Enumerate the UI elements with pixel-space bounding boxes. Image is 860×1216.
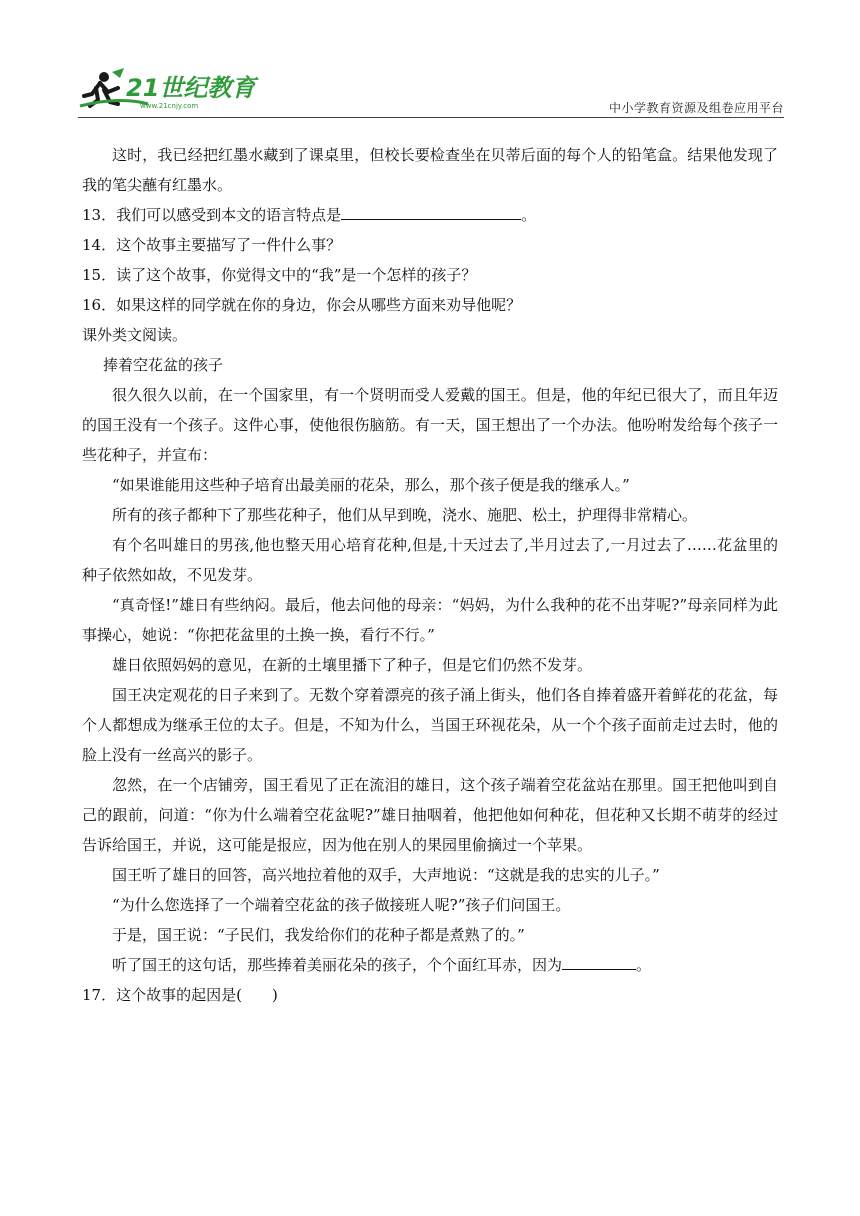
story-paragraph: “如果谁能用这些种子培育出最美丽的花朵，那么，那个孩子便是我的继承人。” <box>112 476 630 494</box>
story-paragraph: 国王听了雄日的回答，高兴地拉着他的双手，大声地说：“这就是我的忠实的儿子。” <box>112 866 660 884</box>
story-paragraph: 国王决定观花的日子来到了。无数个穿着漂亮的孩子涌上街头，他们各自捧着盛开着鲜花的花盆，每个人都想成为继承王位的太子。但是，不知为什么，当国王环视花朵，从一个个孩子面前走过去时，他的脸上没有一丝高兴的影子。 <box>82 686 778 764</box>
question-13 <box>82 200 778 230</box>
section-label: 课外类文阅读。 <box>82 326 188 344</box>
question-14: 14．这个故事主要描写了一件什么事？ <box>82 236 342 254</box>
story-text-suffix: 。 <box>636 956 652 974</box>
question-17: 17．这个故事的起因是( ) <box>82 986 278 1004</box>
story-paragraph: 有个名叫雄日的男孩,他也整天用心培育花种,但是,十天过去了,半月过去了,一月过去了……花盆里的种子依然如故，不见发芽。 <box>82 536 778 584</box>
story-paragraph-with-blank <box>82 950 778 980</box>
question-13-suffix: 。 <box>521 206 537 224</box>
question-13-text: 13．我们可以感受到本文的语言特点是 <box>82 206 342 224</box>
answer-blank[interactable] <box>341 201 521 220</box>
answer-blank[interactable] <box>562 951 636 970</box>
story-paragraph: “为什么您选择了一个端着空花盆的孩子做接班人呢?”孩子们问国王。 <box>112 896 571 914</box>
story-title: 捧着空花盆的孩子 <box>103 356 224 374</box>
site-tagline: 中小学教育资源及组卷应用平台 <box>608 101 784 115</box>
story-paragraph: 于是，国王说：“子民们，我发给你们的花种子都是煮熟了的。” <box>112 926 525 944</box>
story-paragraph: 忽然，在一个店铺旁，国王看见了正在流泪的雄日，这个孩子端着空花盆站在那里。国王把他叫到自己的跟前，问道：“你为什么端着空花盆呢?”雄日抽咽着，他把他如何种花，但花种又长期不萌芽的经过告诉给国王，并说，这可能是报应，因为他在别人的果园里偷摘过一个苹果。 <box>82 776 778 854</box>
story-paragraph: 雄日依照妈妈的意见，在新的土壤里播下了种子，但是它们仍然不发芽。 <box>112 656 593 674</box>
page-header <box>78 66 784 118</box>
story-paragraph: 很久很久以前，在一个国家里，有一个贤明而受人爱戴的国王。但是，他的年纪已很大了，而且年迈的国王没有一个孩子。这件心事，使他很伤脑筋。有一天，国王想出了一个办法。他吩咐发给每个孩子一些花种子，并宣布： <box>82 386 778 464</box>
story-paragraph: 所有的孩子都种下了那些花种子，他们从早到晚，浇水、施肥、松土，护理得非常精心。 <box>112 506 698 524</box>
story-paragraph: “真奇怪!”雄日有些纳闷。最后，他去问他的母亲：“妈妈，为什么我种的花不出芽呢?”母亲同样为此事操心，她说：“你把花盆里的土换一换，看行不行。” <box>82 596 778 644</box>
runner-logo-icon <box>78 66 278 112</box>
logo-subtext: www.21cnjy.com <box>140 102 199 110</box>
site-logo <box>78 66 278 112</box>
header-divider <box>78 117 784 118</box>
passage-paragraph: 这时，我已经把红墨水藏到了课桌里，但校长要检查坐在贝蒂后面的每个人的铅笔盒。结果他发现了我的笔尖蘸有红墨水。 <box>82 146 778 194</box>
question-16: 16．如果这样的同学就在你的身边，你会从哪些方面来劝导他呢？ <box>82 296 522 314</box>
story-text: 听了国王的这句话，那些捧着美丽花朵的孩子，个个面红耳赤，因为 <box>112 956 563 974</box>
question-15: 15．读了这个故事，你觉得文中的“我”是一个怎样的孩子？ <box>82 266 477 284</box>
document-body <box>82 140 778 1010</box>
logo-text: 21世纪教育 <box>126 74 256 102</box>
